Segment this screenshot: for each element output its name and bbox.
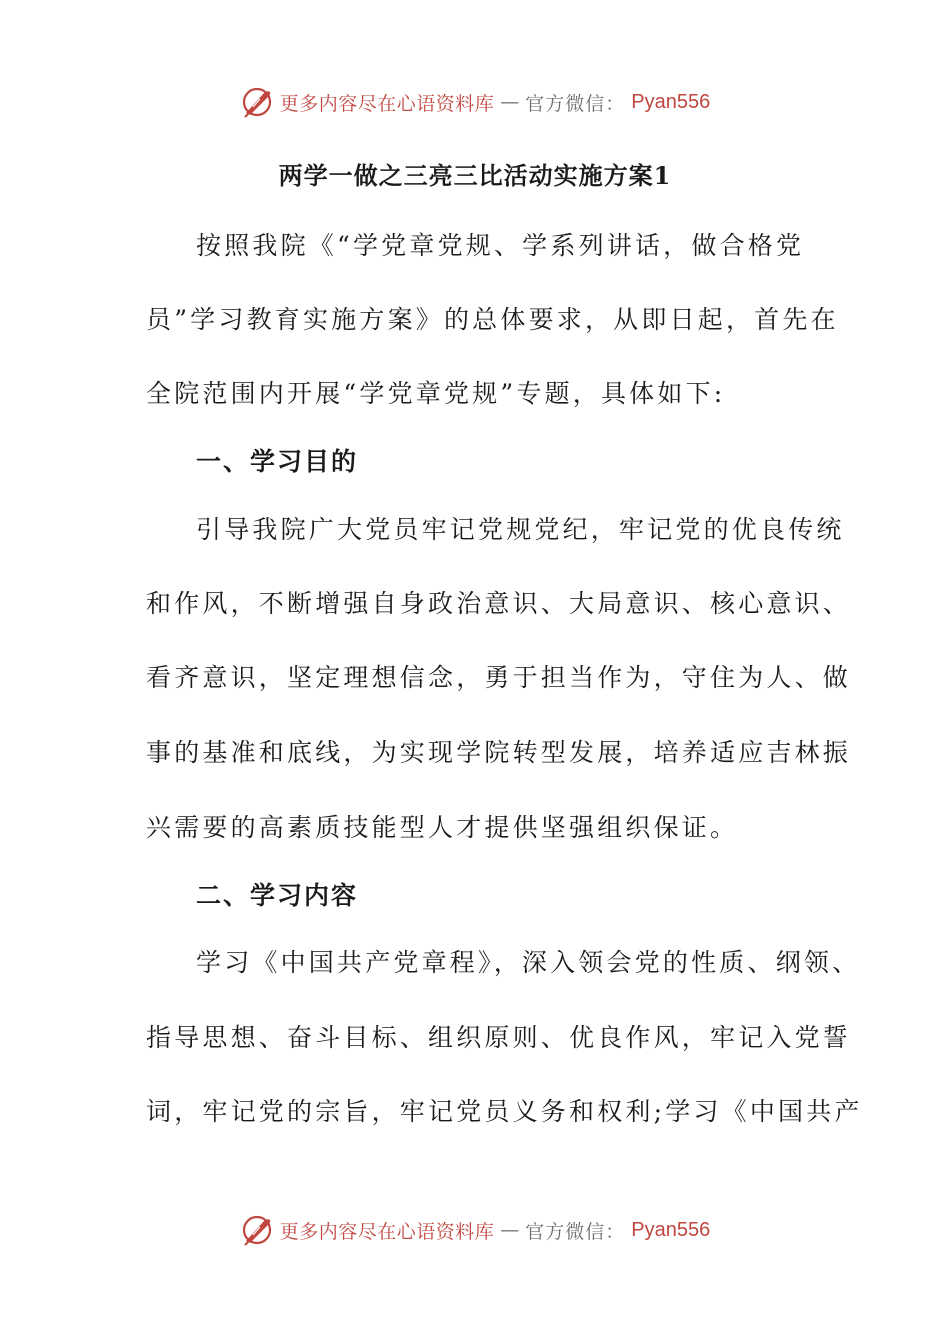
body-line: 指导思想、奋斗目标、组织原则、优良作风，牢记入党誓 — [146, 1023, 852, 1052]
body-line: 词，牢记党的宗旨，牢记党员义务和权利;学习《中国共产 — [146, 1097, 863, 1126]
quill-pen-icon — [240, 1213, 274, 1247]
body-line: 和作风，不断增强自身政治意识、大局意识、核心意识、 — [146, 589, 852, 618]
banner-contact-label: 官方微信： — [525, 1220, 626, 1243]
body-line: 员”学习教育实施方案》的总体要求，从即日起，首先在 — [146, 305, 839, 334]
banner-dash: — — [500, 91, 520, 113]
body-line: 兴需要的高素质技能型人才提供坚强组织保证。 — [146, 813, 739, 842]
body-line: 按照我院《“学党章党规、学系列讲话，做合格党 — [196, 231, 805, 260]
header-watermark-banner — [0, 80, 950, 124]
section-heading: 二、学习内容 — [196, 881, 359, 910]
quill-pen-icon — [240, 85, 274, 119]
section-heading: 一、学习目的 — [196, 447, 359, 476]
banner-site-text: 更多内容尽在心语资料库 — [279, 1220, 495, 1243]
document-title: 两学一做之三亮三比活动实施方案1 — [278, 161, 672, 190]
body-line: 事的基准和底线，为实现学院转型发展，培养适应吉林振 — [146, 738, 852, 767]
body-line: 学习《中国共产党章程》，深入领会党的性质、纲领、 — [196, 948, 861, 977]
body-line: 看齐意识，坚定理想信念，勇于担当作为，守住为人、做 — [146, 663, 852, 692]
footer-watermark-banner — [0, 1208, 950, 1252]
banner-dash: — — [500, 1219, 520, 1241]
banner-site-text: 更多内容尽在心语资料库 — [279, 92, 495, 115]
body-line: 全院范围内开展“学党章党规”专题，具体如下: — [146, 379, 726, 408]
banner-contact-id: Pyan556 — [631, 1218, 711, 1241]
banner-contact-label: 官方微信： — [525, 92, 626, 115]
banner-contact-id: Pyan556 — [631, 90, 711, 113]
body-line: 引导我院广大党员牢记党规党纪，牢记党的优良传统 — [196, 515, 845, 544]
